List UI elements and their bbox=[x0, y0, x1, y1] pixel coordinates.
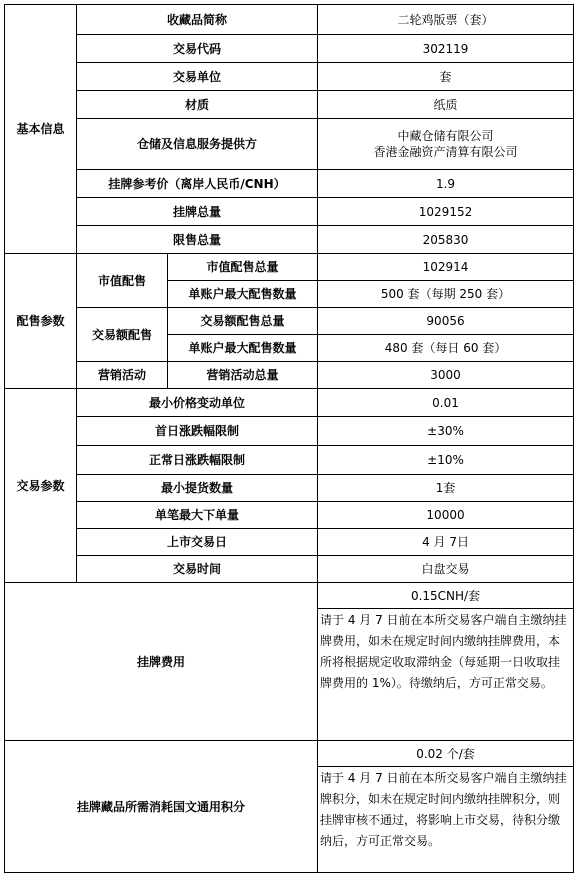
value-reference-price: 1.9 bbox=[318, 170, 574, 198]
label-first-day-limit: 首日涨跌幅限制 bbox=[77, 417, 318, 446]
value-marketing-total: 3000 bbox=[318, 362, 574, 389]
label-service-provider: 仓储及信息服务提供方 bbox=[77, 119, 318, 170]
label-listing-fee: 挂牌费用 bbox=[5, 583, 318, 741]
value-service-provider bbox=[318, 119, 574, 170]
value-mv-max-per-account: 500 套（每期 250 套） bbox=[318, 281, 574, 308]
label-amt-allotment-total: 交易额配售总量 bbox=[168, 308, 318, 335]
group-marketing: 营销活动 bbox=[77, 362, 168, 389]
value-amt-allotment-total: 90056 bbox=[318, 308, 574, 335]
value-required-points: 0.02 个/套 bbox=[318, 741, 574, 767]
label-trading-code: 交易代码 bbox=[77, 35, 318, 63]
value-first-day-limit: ±30% bbox=[318, 417, 574, 446]
provider-line-1: 中藏仓储有限公司 bbox=[397, 129, 494, 143]
section-allotment: 配售参数 bbox=[5, 254, 77, 389]
label-mv-allotment-total: 市值配售总量 bbox=[168, 254, 318, 281]
value-listing-total: 1029152 bbox=[318, 198, 574, 226]
value-max-order: 10000 bbox=[318, 502, 574, 529]
label-reference-price: 挂牌参考价（离岸人民币/CNH） bbox=[77, 170, 318, 198]
value-trading-unit: 套 bbox=[318, 63, 574, 91]
label-restricted-total: 限售总量 bbox=[77, 226, 318, 254]
note-required-points: 请于 4 月 7 日前在本所交易客户端自主缴纳挂牌积分，如未在规定时间内缴纳挂牌积分，则挂牌审核不通过，将影响上市交易，待积分缴纳后，方可正常交易。 bbox=[318, 767, 574, 873]
label-collectible-name: 收藏品简称 bbox=[77, 5, 318, 35]
value-collectible-name: 二轮鸡版票（套） bbox=[318, 5, 574, 35]
section-basic-info: 基本信息 bbox=[5, 5, 77, 254]
label-mv-max-per-account: 单账户最大配售数量 bbox=[168, 281, 318, 308]
label-required-points: 挂牌藏品所需消耗国文通用积分 bbox=[5, 741, 318, 873]
section-trading: 交易参数 bbox=[5, 389, 77, 583]
value-normal-day-limit: ±10% bbox=[318, 446, 574, 475]
value-restricted-total: 205830 bbox=[318, 226, 574, 254]
label-min-delivery: 最小提货数量 bbox=[77, 475, 318, 502]
value-trading-code: 302119 bbox=[318, 35, 574, 63]
value-amt-max-per-account: 480 套（每日 60 套） bbox=[318, 335, 574, 362]
value-min-tick: 0.01 bbox=[318, 389, 574, 417]
provider-line-2: 香港金融资产清算有限公司 bbox=[373, 145, 518, 159]
group-market-value-allotment: 市值配售 bbox=[77, 254, 168, 308]
value-listing-day: 4 月 7日 bbox=[318, 529, 574, 556]
label-listing-day: 上市交易日 bbox=[77, 529, 318, 556]
note-listing-fee: 请于 4 月 7 日前在本所交易客户端自主缴纳挂牌费用，如未在规定时间内缴纳挂牌费用，本所将根据规定收取滞纳金（每延期一日收取挂牌费用的 1%）。待缴纳后，方可正常交易。 bbox=[318, 609, 574, 741]
value-trading-time: 白盘交易 bbox=[318, 556, 574, 583]
label-trading-time: 交易时间 bbox=[77, 556, 318, 583]
value-min-delivery: 1套 bbox=[318, 475, 574, 502]
label-min-tick: 最小价格变动单位 bbox=[77, 389, 318, 417]
label-marketing-total: 营销活动总量 bbox=[168, 362, 318, 389]
value-material: 纸质 bbox=[318, 91, 574, 119]
value-listing-fee: 0.15CNH/套 bbox=[318, 583, 574, 609]
listing-info-table bbox=[4, 4, 574, 873]
label-trading-unit: 交易单位 bbox=[77, 63, 318, 91]
group-amount-allotment: 交易额配售 bbox=[77, 308, 168, 362]
label-listing-total: 挂牌总量 bbox=[77, 198, 318, 226]
label-max-order: 单笔最大下单量 bbox=[77, 502, 318, 529]
label-amt-max-per-account: 单账户最大配售数量 bbox=[168, 335, 318, 362]
value-mv-allotment-total: 102914 bbox=[318, 254, 574, 281]
label-material: 材质 bbox=[77, 91, 318, 119]
label-normal-day-limit: 正常日涨跌幅限制 bbox=[77, 446, 318, 475]
